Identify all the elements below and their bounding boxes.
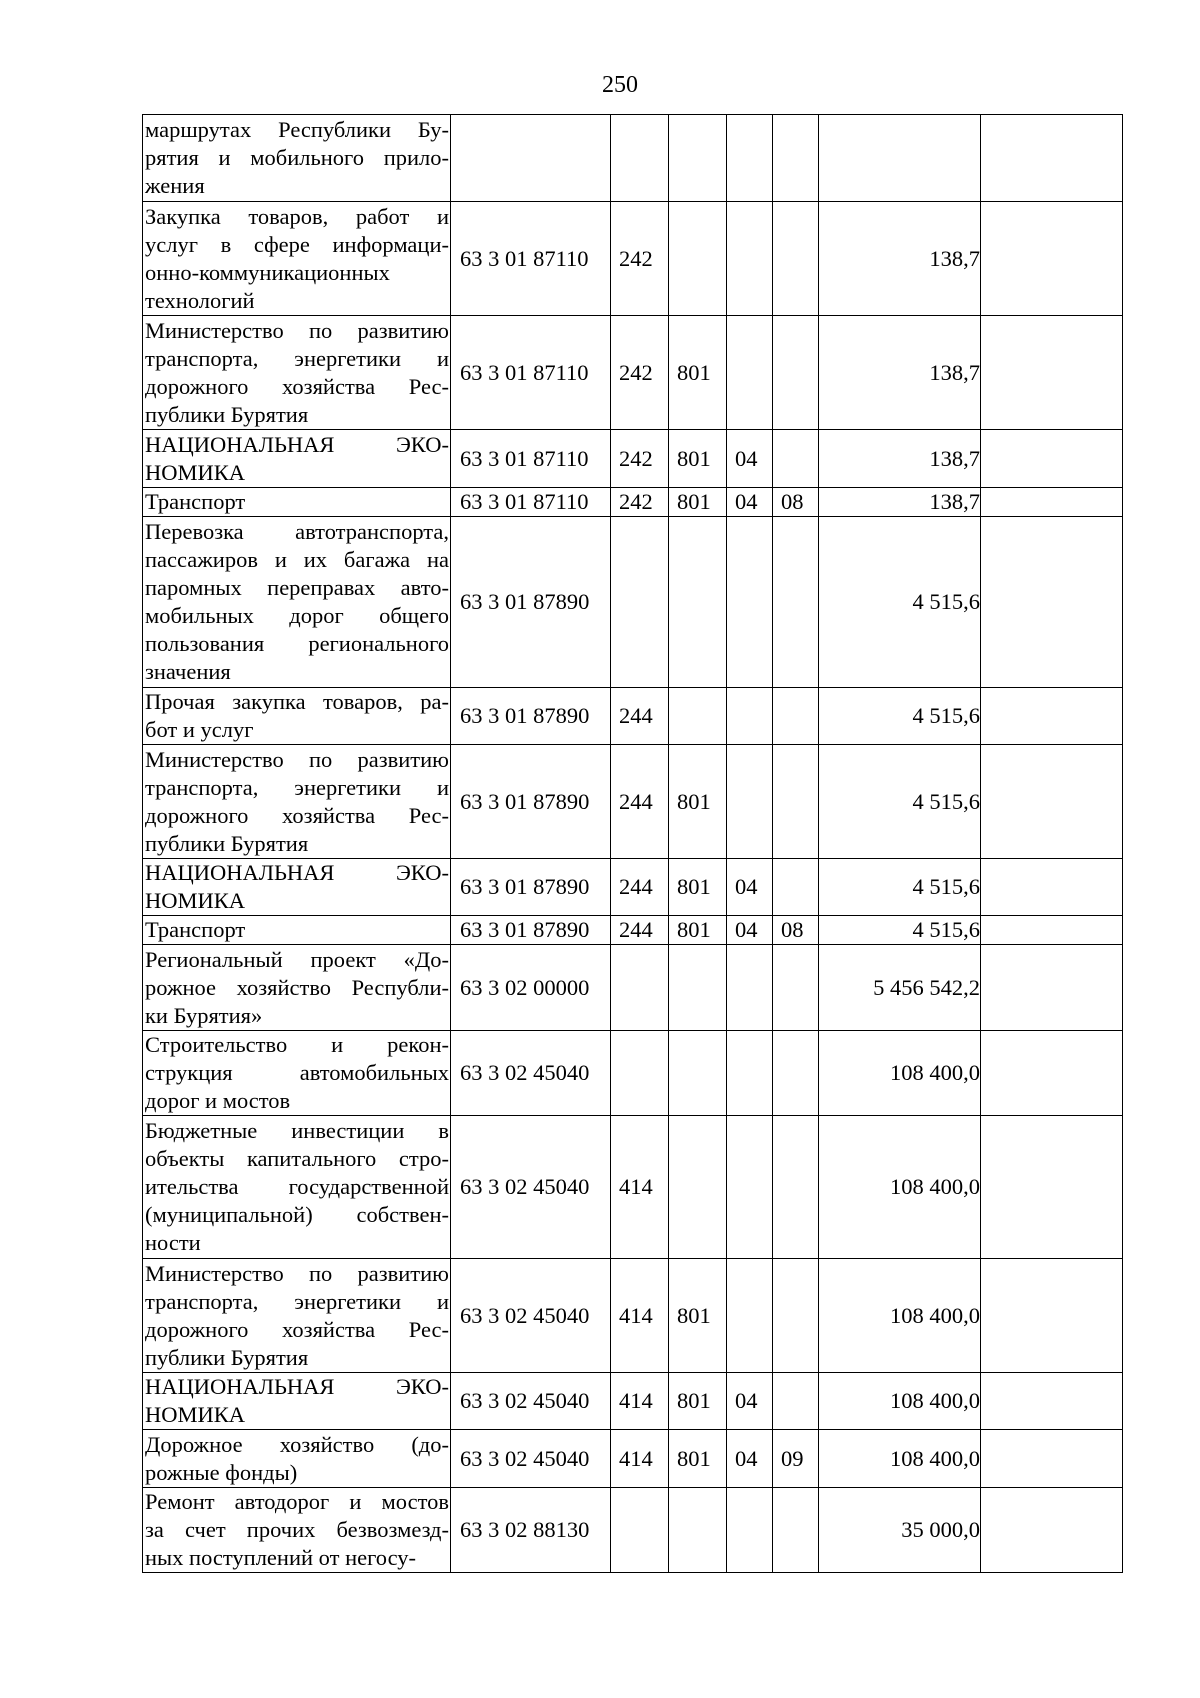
- row-section: [727, 1259, 773, 1373]
- row-section: 04: [727, 1373, 773, 1430]
- row-amount: 4 515,6: [819, 517, 981, 688]
- row-name: [143, 316, 451, 430]
- row-extra-cell: [981, 316, 1123, 430]
- row-code: 63 3 01 87890: [451, 916, 611, 945]
- row-name: [143, 916, 451, 945]
- table-row: [143, 115, 1123, 202]
- row-ministry-code: 801: [669, 1430, 727, 1488]
- row-code: 63 3 01 87890: [451, 688, 611, 745]
- row-code: 63 3 01 87890: [451, 517, 611, 688]
- row-name-line: Строительство и рекон-: [145, 1032, 449, 1057]
- row-subsection: [773, 1031, 819, 1116]
- row-name-line: (муниципальной) собствен-: [145, 1202, 449, 1227]
- row-name: [143, 1373, 451, 1430]
- row-code: 63 3 01 87110: [451, 488, 611, 517]
- row-subsection: [773, 316, 819, 430]
- row-ministry-code: 801: [669, 1259, 727, 1373]
- row-ministry-code: [669, 115, 727, 202]
- row-name-line: Транспорт: [145, 917, 246, 942]
- table-row: [143, 916, 1123, 945]
- table-row: [143, 1430, 1123, 1488]
- table-row: [143, 430, 1123, 488]
- row-name-line: пользования регионального: [145, 631, 449, 656]
- row-name: [143, 517, 451, 688]
- row-ministry-code: 801: [669, 916, 727, 945]
- row-section: 04: [727, 916, 773, 945]
- row-ministry-code: 801: [669, 430, 727, 488]
- row-code: 63 3 01 87110: [451, 430, 611, 488]
- row-name: [143, 1116, 451, 1259]
- row-code: 63 3 02 00000: [451, 945, 611, 1031]
- row-name: [143, 430, 451, 488]
- row-amount: 108 400,0: [819, 1373, 981, 1430]
- row-ministry-code: [669, 1116, 727, 1259]
- table-row: [143, 745, 1123, 859]
- row-name-line: дорожного хозяйства Рес-: [145, 1316, 449, 1342]
- row-expense-type: 242: [611, 316, 669, 430]
- row-name-line: публики Бурятия: [145, 401, 309, 427]
- row-section: [727, 202, 773, 316]
- row-section: [727, 1116, 773, 1259]
- row-amount: 138,7: [819, 316, 981, 430]
- row-amount: 108 400,0: [819, 1259, 981, 1373]
- row-subsection: [773, 859, 819, 916]
- row-section: [727, 1488, 773, 1573]
- row-section: [727, 115, 773, 202]
- row-code: 63 3 01 87110: [451, 202, 611, 316]
- row-extra-cell: [981, 1031, 1123, 1116]
- row-subsection: [773, 945, 819, 1031]
- row-section: [727, 316, 773, 430]
- row-extra-cell: [981, 745, 1123, 859]
- row-code: 63 3 02 45040: [451, 1373, 611, 1430]
- row-expense-type: 244: [611, 859, 669, 916]
- table-row: [143, 316, 1123, 430]
- row-ministry-code: [669, 1488, 727, 1573]
- row-name-line: объекты капитального стро-: [145, 1146, 449, 1171]
- row-amount: 108 400,0: [819, 1430, 981, 1488]
- table-row: [143, 859, 1123, 916]
- row-name-line: Закупка товаров, работ и: [145, 203, 449, 229]
- row-name-line: НОМИКА: [145, 1402, 246, 1427]
- row-expense-type: 244: [611, 916, 669, 945]
- row-extra-cell: [981, 430, 1123, 488]
- row-expense-type: [611, 517, 669, 688]
- row-expense-type: [611, 945, 669, 1031]
- row-name-line: ительства государственной: [145, 1174, 449, 1199]
- row-subsection: [773, 430, 819, 488]
- row-ministry-code: [669, 517, 727, 688]
- row-expense-type: [611, 115, 669, 202]
- row-code: 63 3 02 45040: [451, 1116, 611, 1259]
- row-name-line: пассажиров и их багажа на: [145, 547, 449, 572]
- row-expense-type: 242: [611, 202, 669, 316]
- table-row: [143, 1488, 1123, 1573]
- budget-table: [142, 114, 1123, 1573]
- row-name-line: паромных переправах авто-: [145, 575, 449, 600]
- row-subsection: 08: [773, 488, 819, 517]
- row-expense-type: 242: [611, 488, 669, 517]
- row-subsection: [773, 517, 819, 688]
- table-row: [143, 1373, 1123, 1430]
- row-amount: 5 456 542,2: [819, 945, 981, 1031]
- row-name-line: транспорта, энергетики и: [145, 1288, 449, 1314]
- row-code: 63 3 01 87110: [451, 316, 611, 430]
- row-expense-type: 414: [611, 1373, 669, 1430]
- row-section: [727, 517, 773, 688]
- row-name: [143, 1259, 451, 1373]
- row-extra-cell: [981, 859, 1123, 916]
- row-expense-type: 414: [611, 1259, 669, 1373]
- table-row: [143, 1259, 1123, 1373]
- row-subsection: 09: [773, 1430, 819, 1488]
- row-ministry-code: [669, 202, 727, 316]
- row-extra-cell: [981, 1488, 1123, 1573]
- row-subsection: [773, 1259, 819, 1373]
- row-name-line: жения: [145, 173, 205, 198]
- row-name-line: мобильных дорог общего: [145, 603, 449, 628]
- row-name: [143, 945, 451, 1031]
- row-expense-type: [611, 1031, 669, 1116]
- row-name: [143, 488, 451, 517]
- row-subsection: [773, 1116, 819, 1259]
- row-name-line: Министерство по развитию: [145, 317, 449, 343]
- row-section: 04: [727, 859, 773, 916]
- row-expense-type: 242: [611, 430, 669, 488]
- row-name-line: рожные фонды): [145, 1459, 298, 1485]
- row-amount: 4 515,6: [819, 859, 981, 916]
- row-name-line: публики Бурятия: [145, 830, 309, 856]
- row-name-line: Перевозка автотранспорта,: [145, 519, 449, 544]
- row-ministry-code: 801: [669, 1373, 727, 1430]
- row-expense-type: 244: [611, 745, 669, 859]
- row-extra-cell: [981, 488, 1123, 517]
- row-section: [727, 945, 773, 1031]
- row-code: 63 3 02 45040: [451, 1031, 611, 1116]
- row-name: [143, 1430, 451, 1488]
- row-name: [143, 688, 451, 745]
- row-ministry-code: 801: [669, 488, 727, 517]
- row-extra-cell: [981, 945, 1123, 1031]
- row-name-line: значения: [145, 659, 231, 684]
- row-name-line: за счет прочих безвозмезд-: [145, 1517, 449, 1542]
- row-name-line: рятия и мобильного прило-: [145, 145, 449, 170]
- row-ministry-code: [669, 1031, 727, 1116]
- row-name: [143, 202, 451, 316]
- row-extra-cell: [981, 202, 1123, 316]
- row-extra-cell: [981, 517, 1123, 688]
- row-name-line: дорожного хозяйства Рес-: [145, 802, 449, 828]
- row-name-line: Региональный проект «До-: [145, 946, 449, 972]
- row-amount: 138,7: [819, 202, 981, 316]
- row-extra-cell: [981, 1116, 1123, 1259]
- row-expense-type: 414: [611, 1116, 669, 1259]
- row-code: [451, 115, 611, 202]
- row-name-line: НАЦИОНАЛЬНАЯ ЭКО-: [145, 860, 449, 885]
- row-name-line: НАЦИОНАЛЬНАЯ ЭКО-: [145, 1374, 449, 1399]
- row-ministry-code: 801: [669, 859, 727, 916]
- row-section: [727, 745, 773, 859]
- row-name-line: Ремонт автодорог и мостов: [145, 1489, 449, 1514]
- row-ministry-code: [669, 688, 727, 745]
- row-subsection: [773, 1488, 819, 1573]
- row-name-line: бот и услуг: [145, 717, 254, 742]
- row-name: [143, 1031, 451, 1116]
- row-amount: [819, 115, 981, 202]
- table-body: [143, 115, 1123, 1573]
- row-name-line: струкция автомобильных: [145, 1060, 449, 1085]
- row-extra-cell: [981, 1259, 1123, 1373]
- row-name-line: публики Бурятия: [145, 1344, 309, 1370]
- row-name-line: технологий: [145, 287, 255, 313]
- row-name-line: рожное хозяйство Республи-: [145, 974, 449, 1000]
- row-expense-type: [611, 1488, 669, 1573]
- row-amount: 138,7: [819, 430, 981, 488]
- row-name-line: НАЦИОНАЛЬНАЯ ЭКО-: [145, 431, 449, 457]
- row-name-line: Бюджетные инвестиции в: [145, 1118, 449, 1143]
- row-name-line: ных поступлений от негосу-: [145, 1545, 417, 1570]
- table-row: [143, 488, 1123, 517]
- row-name: [143, 1488, 451, 1573]
- table-row: [143, 1031, 1123, 1116]
- row-name-line: услуг в сфере информаци-: [145, 231, 449, 257]
- table-row: [143, 202, 1123, 316]
- row-subsection: [773, 688, 819, 745]
- row-subsection: [773, 745, 819, 859]
- row-name-line: Дорожное хозяйство (до-: [145, 1431, 449, 1457]
- row-ministry-code: 801: [669, 316, 727, 430]
- row-name: [143, 859, 451, 916]
- row-name-line: Транспорт: [145, 489, 246, 514]
- row-amount: 108 400,0: [819, 1116, 981, 1259]
- row-expense-type: 414: [611, 1430, 669, 1488]
- row-name-line: дорожного хозяйства Рес-: [145, 373, 449, 399]
- row-name-line: транспорта, энергетики и: [145, 345, 449, 371]
- row-name-line: Прочая закупка товаров, ра-: [145, 689, 449, 714]
- row-name-line: онно-коммуникационных: [145, 259, 390, 285]
- row-code: 63 3 01 87890: [451, 859, 611, 916]
- row-name-line: ности: [145, 1230, 201, 1255]
- row-amount: 4 515,6: [819, 745, 981, 859]
- row-name-line: маршрутах Республики Бу-: [145, 117, 449, 142]
- row-name-line: НОМИКА: [145, 888, 246, 913]
- row-name: [143, 745, 451, 859]
- row-extra-cell: [981, 1430, 1123, 1488]
- row-name-line: Министерство по развитию: [145, 746, 449, 772]
- table-row: [143, 688, 1123, 745]
- row-code: 63 3 01 87890: [451, 745, 611, 859]
- row-subsection: [773, 202, 819, 316]
- row-section: 04: [727, 1430, 773, 1488]
- row-amount: 35 000,0: [819, 1488, 981, 1573]
- row-subsection: [773, 1373, 819, 1430]
- row-name-line: Министерство по развитию: [145, 1260, 449, 1286]
- row-subsection: 08: [773, 916, 819, 945]
- row-section: 04: [727, 488, 773, 517]
- row-amount: 138,7: [819, 488, 981, 517]
- row-extra-cell: [981, 916, 1123, 945]
- row-name-line: ки Бурятия»: [145, 1002, 263, 1028]
- table-row: [143, 1116, 1123, 1259]
- row-subsection: [773, 115, 819, 202]
- row-code: 63 3 02 45040: [451, 1259, 611, 1373]
- row-code: 63 3 02 45040: [451, 1430, 611, 1488]
- table-row: [143, 945, 1123, 1031]
- row-section: [727, 688, 773, 745]
- row-extra-cell: [981, 115, 1123, 202]
- row-section: [727, 1031, 773, 1116]
- row-name-line: транспорта, энергетики и: [145, 774, 449, 800]
- row-name: [143, 115, 451, 202]
- row-extra-cell: [981, 688, 1123, 745]
- row-ministry-code: [669, 945, 727, 1031]
- row-amount: 4 515,6: [819, 688, 981, 745]
- table-row: [143, 517, 1123, 688]
- row-extra-cell: [981, 1373, 1123, 1430]
- row-name-line: НОМИКА: [145, 459, 246, 485]
- row-name-line: дорог и мостов: [145, 1088, 291, 1113]
- row-section: 04: [727, 430, 773, 488]
- row-expense-type: 244: [611, 688, 669, 745]
- row-amount: 108 400,0: [819, 1031, 981, 1116]
- row-code: 63 3 02 88130: [451, 1488, 611, 1573]
- page-number: 250: [602, 72, 638, 98]
- row-ministry-code: 801: [669, 745, 727, 859]
- row-amount: 4 515,6: [819, 916, 981, 945]
